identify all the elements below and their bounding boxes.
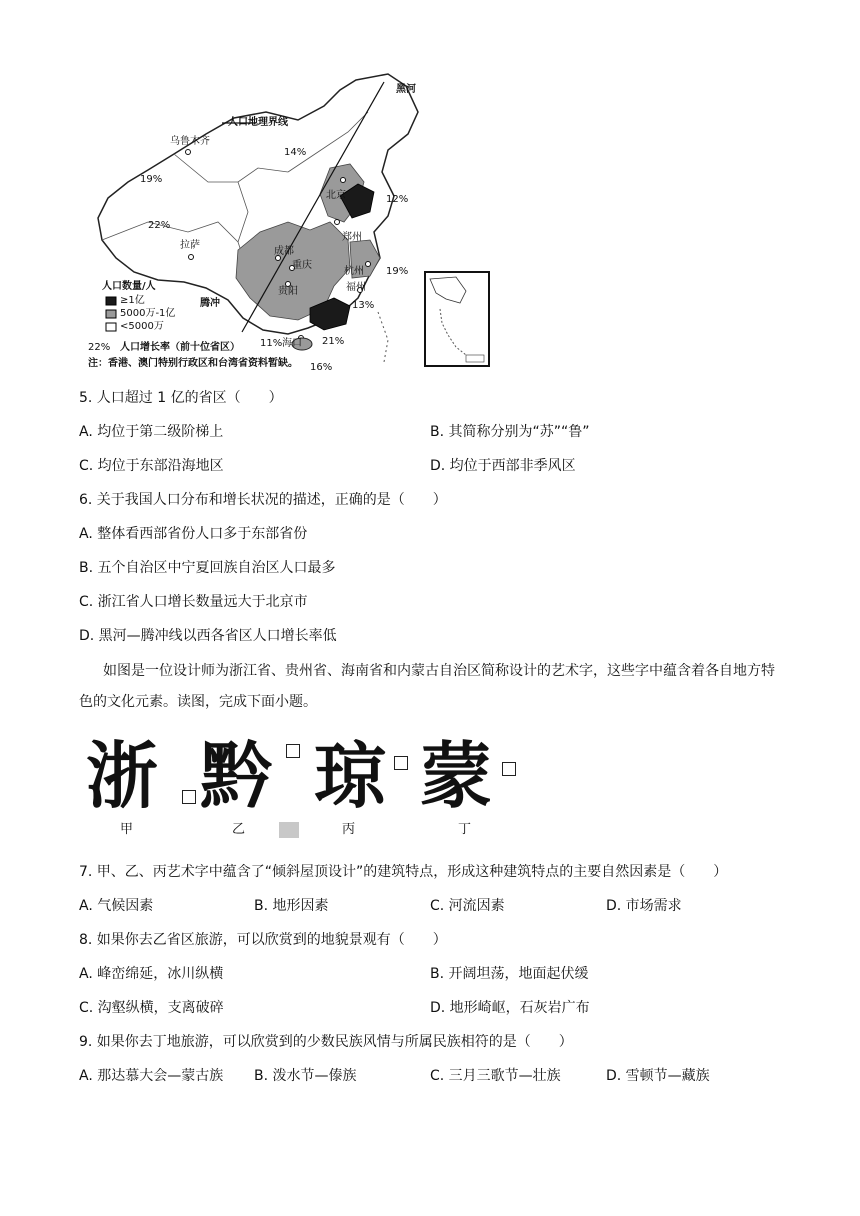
seal-icon [286,744,300,758]
map-note: 注：香港、澳门特别行政区和台湾省资料暂缺。 [88,358,298,369]
q8-option-c[interactable]: C. 沟壑纵横，支离破碎 [79,1000,224,1016]
rate-label: 14% [284,147,307,158]
city-heihe: 黑河 [396,84,416,95]
question-6: 6. 关于我国人口分布和增长状况的描述，正确的是（ ） [79,492,447,508]
q9-option-c[interactable]: C. 三月三歌节—壮族 [430,1068,561,1084]
art-label-yi: 乙 [232,822,246,837]
q5-option-a[interactable]: A. 均位于第二级阶梯上 [79,424,224,440]
rate-label: 21% [322,336,345,347]
art-label-ding: 丁 [458,822,472,837]
rate-label: 16% [310,362,333,373]
q9-option-a[interactable]: A. 那达慕大会—蒙古族 [79,1068,224,1084]
q9-option-d[interactable]: D. 雪顿节—藏族 [606,1068,710,1084]
q8-option-a[interactable]: A. 峰峦绵延，冰川纵横 [79,966,224,982]
q7-option-a[interactable]: A. 气候因素 [79,898,154,914]
q5-option-b[interactable]: B. 其简称分别为“苏”“鲁” [430,424,590,440]
south-china-sea-inset [424,271,490,367]
city-chongqing: 重庆 [292,260,312,271]
art-char-jia: 浙 [86,733,159,818]
q7-option-c[interactable]: C. 河流因素 [430,898,505,914]
question-5: 5. 人口超过 1 亿的省区（ ） [79,390,283,406]
art-char-bing: 琼 [314,733,387,818]
blurred-watermark [279,822,299,838]
rate-label: 12% [386,194,409,205]
rate-label: 22% [148,220,171,231]
legend-title: 人口数量/人 [102,281,156,292]
city-beijing: 北京 [326,190,346,201]
city-lhasa: 拉萨 [180,240,200,251]
city-guiyang: 贵阳 [278,286,298,297]
q5-option-d[interactable]: D. 均位于西部非季风区 [430,458,576,474]
city-zhengzhou: 郑州 [342,232,362,243]
rate-label: 19% [386,266,409,277]
art-char-ding: 蒙 [420,733,493,818]
rate-label: 11% [260,338,283,349]
q7-option-d[interactable]: D. 市场需求 [606,898,682,914]
city-fuzhou: 福州 [346,282,366,293]
q6-option-b[interactable]: B. 五个自治区中宁夏回族自治区人口最多 [79,560,336,576]
legend-item: 5000万-1亿 [120,308,176,319]
q7-option-b[interactable]: B. 地形因素 [254,898,329,914]
seal-icon [182,790,196,804]
q8-option-d[interactable]: D. 地形崎岖，石灰岩广布 [430,1000,590,1016]
q5-option-c[interactable]: C. 均位于东部沿海地区 [79,458,224,474]
question-8: 8. 如果你去乙省区旅游，可以欣赏到的地貌景观有（ ） [79,932,447,948]
legend-item: ≥1亿 [120,295,145,306]
legend-line-label: 人口地理界线 [228,117,288,128]
legend-rate-sample: 22% [88,342,111,353]
legend-item: <5000万 [120,321,164,332]
q6-option-c[interactable]: C. 浙江省人口增长数量远大于北京市 [79,594,308,610]
intro-paragraph: 如图是一位设计师为浙江省、贵州省、海南省和内蒙古自治区简称设计的艺术字，这些字中蕴含着各自地方特色的文化元素。读图，完成下面小题。 [79,663,775,710]
seal-icon [394,756,408,770]
city-urumqi: 乌鲁木齐 [170,136,210,147]
question-7: 7. 甲、乙、丙艺术字中蕴含了“倾斜屋顶设计”的建筑特点，形成这种建筑特点的主要自然因素是（ ） [79,864,728,880]
legend-rate-label: 人口增长率（前十位省区） [120,342,240,353]
q8-option-b[interactable]: B. 开阔坦荡，地面起伏缓 [430,966,589,982]
art-char-yi: 黔 [200,733,273,818]
question-9: 9. 如果你去丁地旅游，可以欣赏到的少数民族风情与所属民族相符的是（ ） [79,1034,573,1050]
rate-label: 19% [140,174,163,185]
q9-option-b[interactable]: B. 泼水节—傣族 [254,1068,357,1084]
art-label-jia: 甲 [120,822,134,837]
city-haikou: 海口 [282,338,302,349]
rate-label: 13% [352,300,375,311]
seal-icon [502,762,516,776]
china-population-map [88,72,508,377]
art-label-bing: 丙 [342,822,356,837]
city-tengchong: 腾冲 [200,298,220,309]
q6-option-d[interactable]: D. 黑河—腾冲线以西各省区人口增长率低 [79,628,337,644]
q6-option-a[interactable]: A. 整体看西部省份人口多于东部省份 [79,526,308,542]
city-chengdu: 成都 [274,246,294,257]
city-hangzhou: 杭州 [344,266,364,277]
